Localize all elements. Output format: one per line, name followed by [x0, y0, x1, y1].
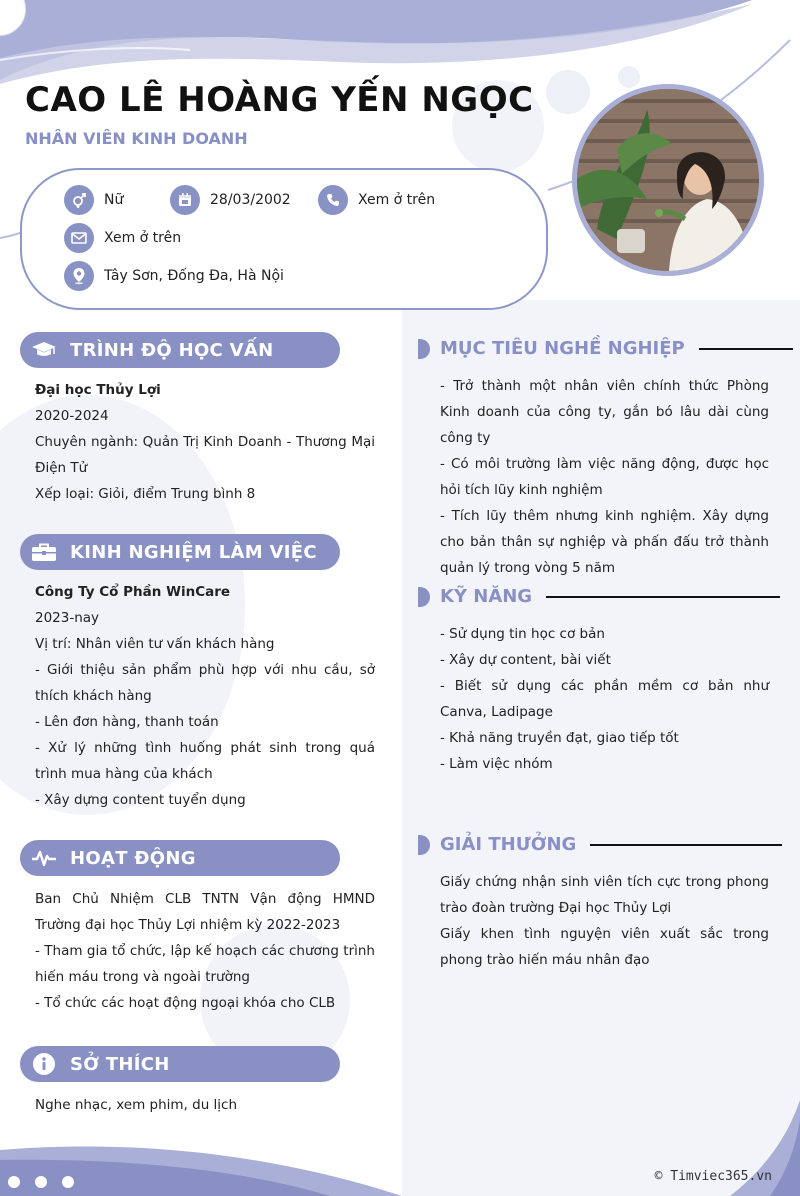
section-header-activities: [20, 840, 340, 876]
skills-title: KỸ NĂNG: [440, 586, 533, 607]
awards-title: GIẢI THƯỞNG: [440, 834, 577, 855]
experience-content: [35, 579, 375, 813]
experience-period: 2023-nay: [35, 610, 100, 626]
section-marker: [418, 339, 430, 359]
hobbies-text: Nghe nhạc, xem phim, du lịch: [35, 1097, 238, 1113]
education-period: 2020-2024: [35, 408, 109, 424]
contact-birthday: [170, 185, 291, 215]
section-marker: [418, 835, 430, 855]
experience-item: - Lên đơn hàng, thanh toán: [35, 714, 219, 730]
objective-item: - Trở thành một nhân viên chính thức Phòng Kinh doanh của công ty, gắn bó lâu dài cùng công ty: [440, 378, 769, 446]
candidate-name: CAO LÊ HOÀNG YẾN NGỌC: [25, 80, 534, 120]
section-divider: [699, 348, 793, 350]
birthday-value: 28/03/2002: [210, 192, 291, 208]
experience-item: - Xây dựng content tuyển dụng: [35, 792, 246, 808]
skills-content: [440, 621, 769, 777]
objective-item: - Có môi trường làm việc năng động, được học hỏi tích lũy kinh nghiệm: [440, 456, 769, 498]
skill-item: - Làm việc nhóm: [440, 756, 553, 772]
section-header-skills: [418, 586, 780, 607]
profile-photo-frame: [572, 84, 764, 276]
award-item: Giấy chứng nhận sinh viên tích cực trong phong trào đoàn trường Đại học Thủy Lợi: [440, 874, 769, 916]
section-divider: [590, 844, 782, 846]
experience-position: Vị trí: Nhân viên tư vấn khách hàng: [35, 636, 275, 652]
gender-icon: [64, 185, 94, 215]
contact-address: [64, 261, 284, 291]
activity-item: Ban Chủ Nhiệm CLB TNTN Vận động HMND Trường đại học Thủy Lợi nhiệm kỳ 2022-2023: [35, 891, 375, 933]
profile-photo: [577, 89, 759, 271]
hobbies-content: [35, 1092, 375, 1118]
section-divider: [546, 596, 780, 598]
decorative-circle: [546, 70, 590, 114]
gender-value: Nữ: [104, 192, 124, 208]
section-header-hobbies: [20, 1046, 340, 1082]
activities-title: HOẠT ĐỘNG: [70, 847, 196, 869]
experience-item: - Giới thiệu sản phẩm phù hợp với nhu cầu, sở thích khách hàng: [35, 662, 375, 704]
section-header-awards: [418, 834, 782, 855]
contact-phone: [318, 185, 435, 215]
email-value: Xem ở trên: [104, 230, 182, 246]
objective-content: [440, 373, 769, 581]
skill-item: - Xây dự content, bài viết: [440, 652, 611, 668]
decorative-dot: [8, 1176, 20, 1188]
activity-item: - Tổ chức các hoạt động ngoại khóa cho CLB: [35, 995, 336, 1011]
candidate-job-title: NHÂN VIÊN KINH DOANH: [25, 129, 248, 148]
section-header-experience: [20, 534, 340, 570]
pulse-icon: [30, 844, 58, 872]
info-icon: [30, 1050, 58, 1078]
contact-gender: [64, 185, 123, 215]
skill-item: - Biết sử dụng các phần mềm cơ bản như Canva, Ladipage: [440, 678, 769, 720]
decorative-circle: [618, 66, 640, 88]
footer-watermark: © Timviec365.vn: [654, 1169, 772, 1184]
education-school: Đại học Thủy Lợi: [35, 382, 161, 398]
contact-email: [64, 223, 181, 253]
award-item: Giấy khen tình nguyện viên xuất sắc trong phong trào hiến máu nhân đạo: [440, 926, 769, 968]
section-marker: [418, 587, 430, 607]
location-pin-icon: [64, 261, 94, 291]
decorative-dot: [35, 1176, 47, 1188]
activities-content: [35, 886, 375, 1016]
experience-item: - Xử lý những tình huống phát sinh trong quá trình mua hàng của khách: [35, 740, 375, 782]
graduation-cap-icon: [30, 336, 58, 364]
education-content: [35, 377, 375, 507]
awards-content: [440, 869, 769, 973]
education-major: Chuyên ngành: Quản Trị Kinh Doanh - Thương Mại Điện Tử: [35, 434, 375, 476]
hobbies-title: SỞ THÍCH: [70, 1053, 170, 1075]
education-grade: Xếp loại: Giỏi, điểm Trung bình 8: [35, 486, 256, 502]
experience-company: Công Ty Cổ Phần WinCare: [35, 584, 231, 600]
skill-item: - Sử dụng tin học cơ bản: [440, 626, 605, 642]
phone-value: Xem ở trên: [358, 192, 436, 208]
decorative-dot: [62, 1176, 74, 1188]
skill-item: - Khả năng truyền đạt, giao tiếp tốt: [440, 730, 679, 746]
contact-info-box: [20, 168, 548, 310]
section-header-objective: [418, 338, 793, 359]
calendar-icon: [170, 185, 200, 215]
phone-icon: [318, 185, 348, 215]
section-header-education: [20, 332, 340, 368]
briefcase-icon: [30, 538, 58, 566]
experience-title: KINH NGHIỆM LÀM VIỆC: [70, 541, 317, 563]
objective-item: - Tích lũy thêm nhưng kinh nghiệm. Xây dựng cho bản thân sự nghiệp và phấn đấu trở thành quản lý trong vòng 5 năm: [440, 508, 769, 576]
activity-item: - Tham gia tổ chức, lập kế hoạch các chương trình hiến máu trong và ngoài trường: [35, 943, 375, 985]
address-value: Tây Sơn, Đống Đa, Hà Nội: [104, 268, 284, 284]
education-title: TRÌNH ĐỘ HỌC VẤN: [70, 339, 274, 361]
envelope-icon: [64, 223, 94, 253]
objective-title: MỤC TIÊU NGHỀ NGHIỆP: [440, 338, 685, 359]
